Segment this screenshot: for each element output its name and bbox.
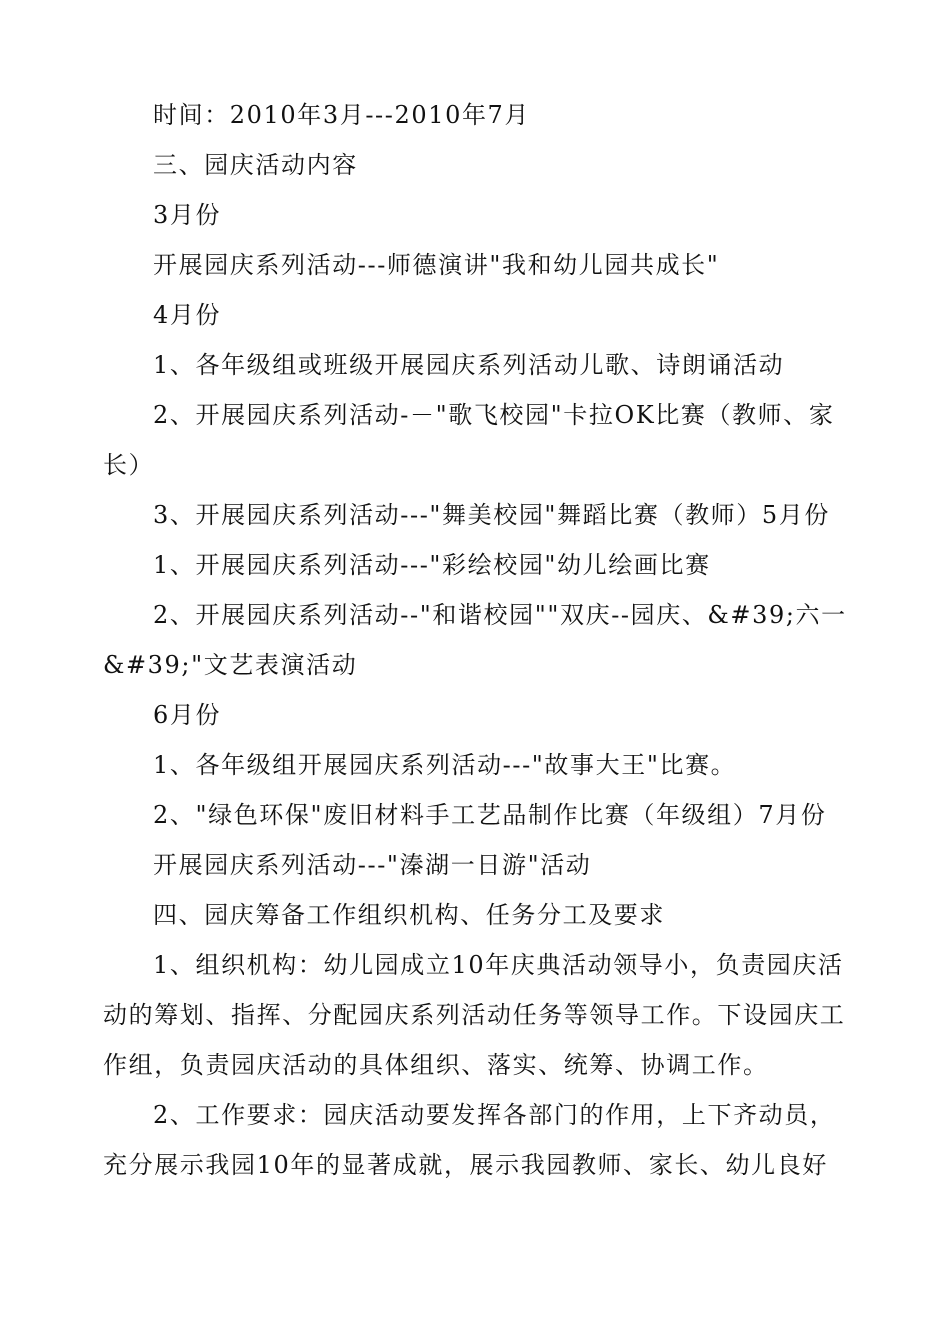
text-line-22: 充分展示我园10年的显著成就，展示我园教师、家长、幼儿良好	[103, 1151, 828, 1179]
section-heading-4: 四、园庆筹备工作组织机构、任务分工及要求	[153, 901, 665, 929]
text-line-7: 2、开展园庆系列活动-－"歌飞校园"卡拉OK比赛（教师、家	[153, 401, 835, 429]
text-line-1: 时间：2010年3月---2010年7月	[153, 101, 531, 129]
text-line-10: 1、开展园庆系列活动---"彩绘校园"幼儿绘画比赛	[153, 551, 711, 579]
text-line-12: &#39;"文艺表演活动	[103, 651, 358, 679]
section-heading-3: 三、园庆活动内容	[153, 151, 358, 179]
text-line-9: 3、开展园庆系列活动---"舞美校园"舞蹈比赛（教师）5月份	[153, 501, 830, 529]
text-line-20: 作组，负责园庆活动的具体组织、落实、统筹、协调工作。	[103, 1051, 769, 1079]
document-body	[103, 90, 847, 1190]
text-line-16: 开展园庆系列活动---"溱湖一日游"活动	[153, 851, 592, 879]
text-line-19: 动的筹划、指挥、分配园庆系列活动任务等领导工作。下设园庆工	[103, 1001, 846, 1029]
text-line-8: 长）	[103, 451, 155, 479]
text-line-4: 开展园庆系列活动---师德演讲"我和幼儿园共成长"	[153, 251, 720, 279]
text-line-18: 1、组织机构：幼儿园成立10年庆典活动领导小，负责园庆活	[153, 951, 844, 979]
text-line-6: 1、各年级组或班级开展园庆系列活动儿歌、诗朗诵活动	[153, 351, 785, 379]
text-line-15: 2、"绿色环保"废旧材料手工艺品制作比赛（年级组）7月份	[153, 801, 827, 829]
text-line-14: 1、各年级组开展园庆系列活动---"故事大王"比赛。	[153, 751, 737, 779]
text-line-21: 2、工作要求：园庆活动要发挥各部门的作用，上下齐动员，	[153, 1101, 836, 1129]
month-heading-april: 4月份	[153, 301, 222, 329]
month-heading-march: 3月份	[153, 201, 222, 229]
text-line-11: 2、开展园庆系列活动--"和谐校园""双庆--园庆、&#39;六一	[153, 601, 847, 629]
month-heading-june: 6月份	[153, 701, 222, 729]
